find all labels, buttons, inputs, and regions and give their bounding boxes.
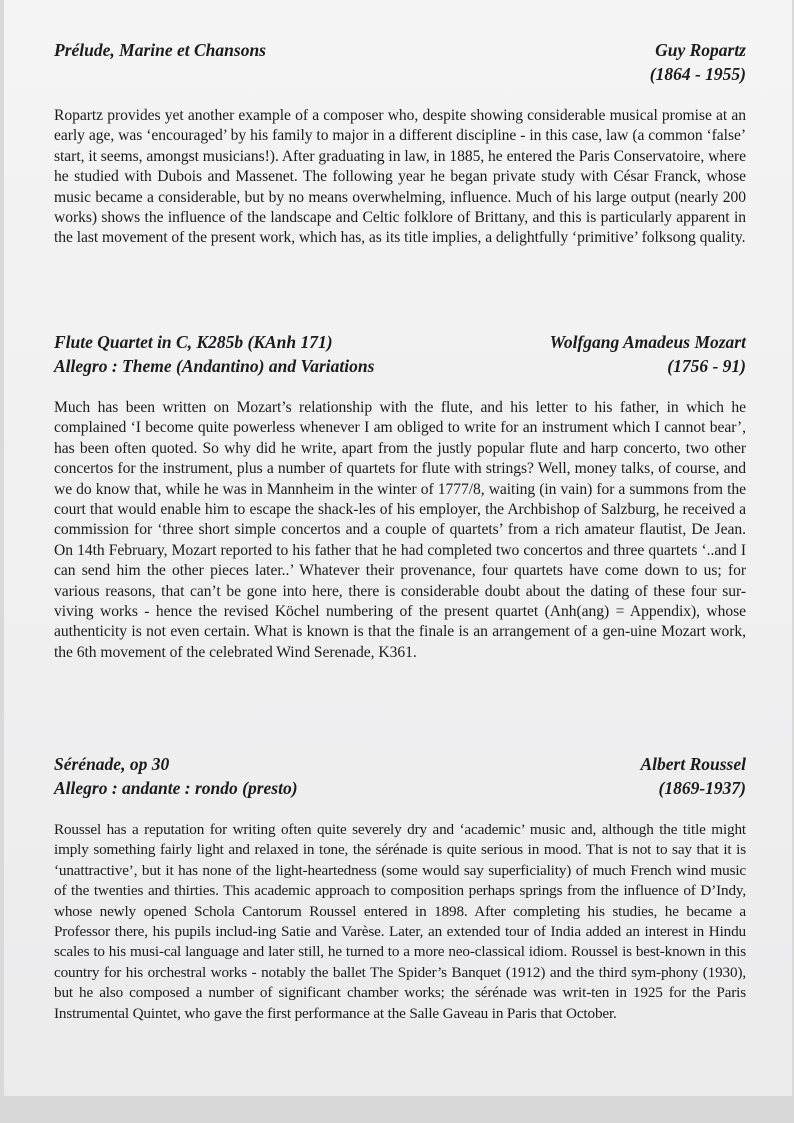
programme-note-mozart	[54, 330, 746, 679]
work-movements: Allegro : Theme (Andantino) and Variations	[54, 356, 375, 376]
work-heading	[54, 38, 746, 86]
composer-name: Guy Ropartz	[655, 40, 746, 60]
work-title: Sérénade, op 30	[54, 754, 170, 774]
programme-note-ropartz	[54, 38, 746, 264]
composer-dates: (1869-1937)	[658, 778, 746, 798]
composer-dates: (1756 - 91)	[667, 356, 746, 376]
work-movements: Allegro : andante : rondo (presto)	[54, 778, 298, 798]
work-heading	[54, 752, 746, 800]
composer-name: Wolfgang Amadeus Mozart	[549, 332, 746, 352]
table-surface	[0, 1096, 794, 1123]
programme-note-text: Much has been written on Mozart’s relationship with the flute, and his letter to his father, in which he complained ‘I become quite powerless whenever I am obliged to write for an instrument which I cannot bear’, has been often quoted. So why did he write, apart from the justly popular flute and harp concerto, two other concertos for the instrument, plus a number of quartets for flute with strings? Well, money talks, of course, and we do know that, while he was in Mannheim in the winter of 1777/8, waiting (in vain) for a summons from the court that would enable him to escape the shack-les of his employer, the Archbishop of Salzburg, he received a commission for ‘three short simple concertos and a couple of quartets’ from a rich amateur flautist, De Jean. On 14th February, Mozart reported to his father that he had completed two concertos and three quartets ‘..and I can send him the other pieces later..’ Whatever their provenance, four quartets have come down to us; for various reasons, that can’t be gone into here, there is considerable doubt about the dating of these four sur-viving works - hence the revised Köchel numbering of the present quartet (Anh(ang) = Appendix), whose authenticity is not even certain. What is known is that the finale is an arrangement of a gen-uine Mozart work, the 6th movement of the celebrated Wind Serenade, K361.	[54, 399, 746, 661]
programme-page	[4, 0, 792, 1123]
programme-note-text: Ropartz provides yet another example of a composer who, despite showing considerable musical promise at an early age, was ‘encouraged’ by his family to major in a different discipline - in this case, law (a common ‘false’ start, it seems, amongst musicians!). After graduating in law, in 1885, he entered the Paris Conservatoire, where he studied with Dubois and Massenet. The following year he began private study with César Franck, whose music became a considerable, but by no means overwhelming, influence. Much of his large output (nearly 200 works) shows the influence of the landscape and Celtic folklore of Brittany, and this is particularly apparent in the last movement of the present work, which has, as its title implies, a delightfully ‘primitive’ folksong quality.	[54, 107, 746, 247]
work-heading	[54, 330, 746, 378]
programme-note-text: Roussel has a reputation for writing often quite severely dry and ‘academic’ music and, although the title might imply something fairly light and relaxed in tone, the sérénade is quite serious in mood. That is not to say that it is ‘unattractive’, but it has none of the light-heartedness (some would say superficiality) of much French wind music of the twenties and thirties. This academic approach to composition perhaps springs from the influence of D’Indy, whose newly opened Schola Cantorum Roussel entered in 1898. After completing his studies, he became a Professor there, his pupils includ-ing Satie and Varèse. Later, an extended tour of India added an interest in Hindu scales to his musi-cal language and later still, he turned to a more neo-classical idiom. Roussel is best-known in this country for his orchestral works - notably the ballet The Spider’s Banquet (1912) and the third sym-phony (1930), but he also composed a number of significant chamber works; the sérénade was writ-ten in 1925 for the Paris Instrumental Quintet, who gave the first performance at the Salle Gaveau in Paris that October.	[54, 821, 746, 1022]
composer-name: Albert Roussel	[640, 754, 746, 774]
work-title: Prélude, Marine et Chansons	[54, 40, 266, 60]
programme-note-roussel	[54, 752, 746, 1039]
work-title: Flute Quartet in C, K285b (KAnh 171)	[54, 332, 333, 352]
composer-dates: (1864 - 1955)	[649, 64, 746, 84]
